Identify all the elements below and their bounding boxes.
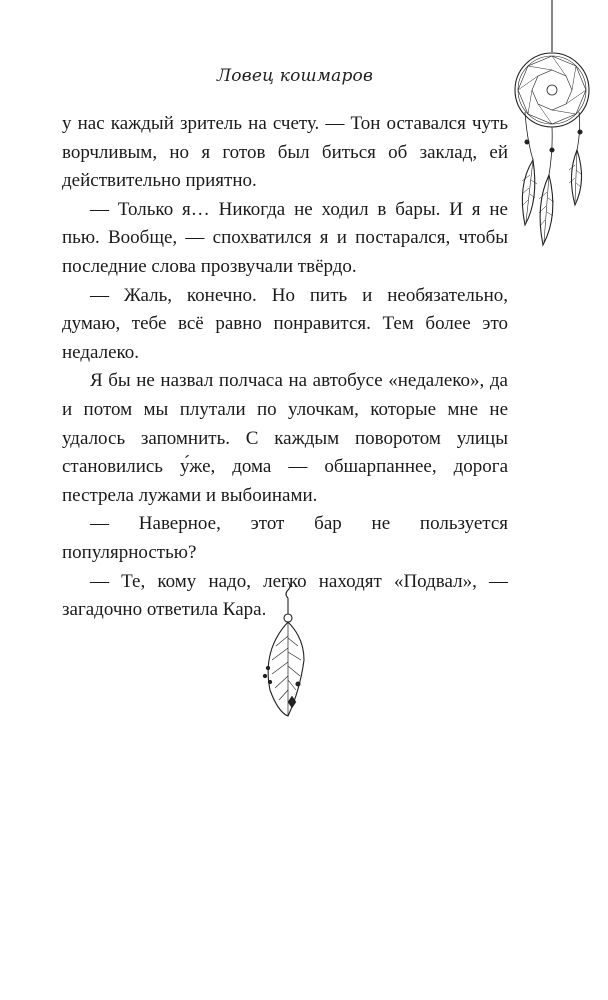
- feather-icon: [248, 580, 328, 720]
- paragraph: Я бы не назвал полчаса на автобусе «недалеко», да и потом мы плутали по улочкам, которые мне не удалось запомнить. С каждым поворотом улицы становились у́же, дома — обшарпаннее, дорога пестрела лужами и выбоинами.: [62, 370, 508, 506]
- running-head: Ловец кошмаров: [216, 66, 374, 86]
- dreamcatcher-icon: [505, 0, 605, 250]
- paragraph: — Наверное, этот бар не пользуется популярностью?: [62, 513, 508, 563]
- paragraph: — Жаль, конечно. Но пить и необязательно, думаю, тебе всё равно понравится. Тем более это недалеко.: [62, 284, 508, 363]
- paragraph: у нас каждый зритель на счету. — Тон оставался чуть ворчливым, но я готов был биться об заклад, ей действительно приятно.: [62, 113, 508, 192]
- body-text: [62, 110, 508, 625]
- paragraph: — Только я… Никогда не ходил в бары. И я не пью. Вообще, — спохватился я и постарался, чтобы последние слова прозвучали твёрдо.: [62, 198, 508, 277]
- paragraph: — Те, кому надо, легко находят «Подвал», — загадочно ответила Кара.: [62, 570, 508, 621]
